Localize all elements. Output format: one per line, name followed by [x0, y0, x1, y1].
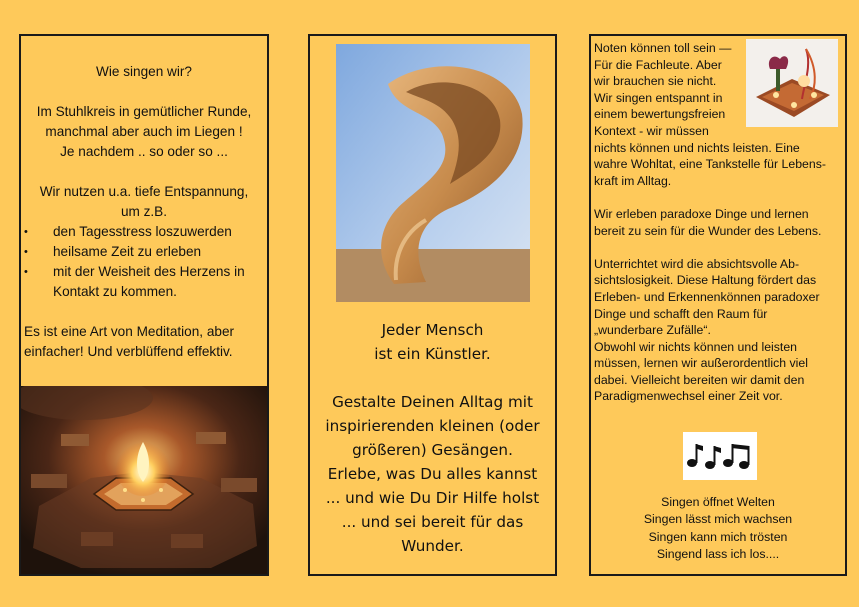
- middle-panel: [308, 34, 557, 576]
- left-bullet-continuation: Kontakt zu kommen.: [53, 284, 177, 299]
- left-bullet-list: [24, 222, 264, 302]
- middle-line: größeren) Gesängen.: [352, 441, 513, 459]
- closing-verses: [591, 494, 845, 564]
- right-line: „wunderbare Zufälle“.: [594, 323, 711, 338]
- right-line: Unterrichtet wird die absichtsvolle Ab-: [594, 256, 800, 271]
- right-line: bereit zu sein für die Wunder des Lebens.: [594, 223, 822, 238]
- right-line: einem bewertungsfreien: [594, 107, 726, 122]
- left-panel-text: [24, 62, 264, 362]
- middle-line: ... und sei bereit für das: [341, 513, 524, 531]
- left-heading: Wie singen wir?: [96, 64, 192, 79]
- candle-circle-photo: [21, 386, 267, 574]
- closing-line: Singen öffnet Welten: [661, 495, 775, 509]
- right-line: Wir erleben paradoxe Dinge und lernen: [594, 206, 809, 221]
- middle-line: Wunder.: [401, 537, 464, 555]
- left-bullet: • mit der Weisheit des Herzens in: [24, 262, 264, 282]
- right-line: müssen, lernen wir außerordentlich viel: [594, 356, 808, 371]
- left-p2-line1: Wir nutzen u.a. tiefe Entspannung,: [39, 184, 249, 199]
- left-p2-line2: um z.B.: [120, 204, 168, 219]
- left-p1-line2: manchmal aber auch im Liegen !: [45, 124, 243, 139]
- right-line: Erleben- und Erkennenkönnen paradoxer: [594, 289, 820, 304]
- left-p3-line2: einfacher! Und verblüffend effektiv.: [24, 344, 233, 359]
- middle-line: Gestalte Deinen Alltag mit: [332, 393, 533, 411]
- right-line: Wir singen entspannt in: [594, 90, 723, 105]
- right-line: dabei. Vielleicht bereiten wir damit den: [594, 372, 805, 387]
- right-line: Obwohl wir nichts können und leisten: [594, 339, 798, 354]
- middle-line: inspirierenden kleinen (oder: [325, 417, 540, 435]
- middle-panel-text: [310, 318, 555, 558]
- music-notes-icon: [683, 432, 757, 480]
- right-line: kraft im Alltag.: [594, 173, 672, 188]
- middle-line: Jeder Mensch: [381, 321, 484, 339]
- middle-line: Erlebe, was Du alles kannst: [327, 465, 538, 483]
- right-line: wir brauchen sie nicht.: [594, 74, 717, 89]
- right-line: Dinge und schafft den Raum für: [594, 306, 768, 321]
- left-p1-line3: Je nachdem .. so oder so ...: [60, 144, 228, 159]
- right-line: Paradigmenwechsel einer Zeit vor.: [594, 389, 783, 404]
- right-panel: [589, 34, 847, 576]
- left-bullet: • den Tagesstress loszuwerden: [24, 222, 264, 242]
- left-p3-line1: Es ist eine Art von Meditation, aber: [24, 324, 235, 339]
- closing-line: Singen kann mich trösten: [648, 529, 788, 544]
- right-line: Kontext - wir müssen: [594, 123, 709, 138]
- middle-line: ist ein Künstler.: [374, 345, 491, 363]
- clay-sculpture-photo: [336, 44, 530, 302]
- left-panel: [19, 34, 269, 576]
- right-line: nichts können und nichts leisten. Eine: [594, 140, 800, 155]
- middle-line: ... und wie Du Dir Hilfe holst: [325, 489, 540, 507]
- right-line: sichtslosigkeit. Diese Haltung fördert das: [594, 273, 817, 288]
- right-line: Noten können toll sein —: [594, 41, 732, 55]
- right-line: wahre Wohltat, eine Tankstelle für Lebens-: [594, 157, 826, 172]
- right-panel-text: [594, 40, 842, 405]
- right-line: Für die Fachleute. Aber: [594, 57, 722, 72]
- closing-line: Singen lässt mich wachsen: [643, 512, 793, 527]
- left-bullet: • heilsame Zeit zu erleben: [24, 242, 264, 262]
- closing-line: Singend lass ich los....: [656, 547, 780, 562]
- left-p1-line1: Im Stuhlkreis in gemütlicher Runde,: [36, 104, 252, 119]
